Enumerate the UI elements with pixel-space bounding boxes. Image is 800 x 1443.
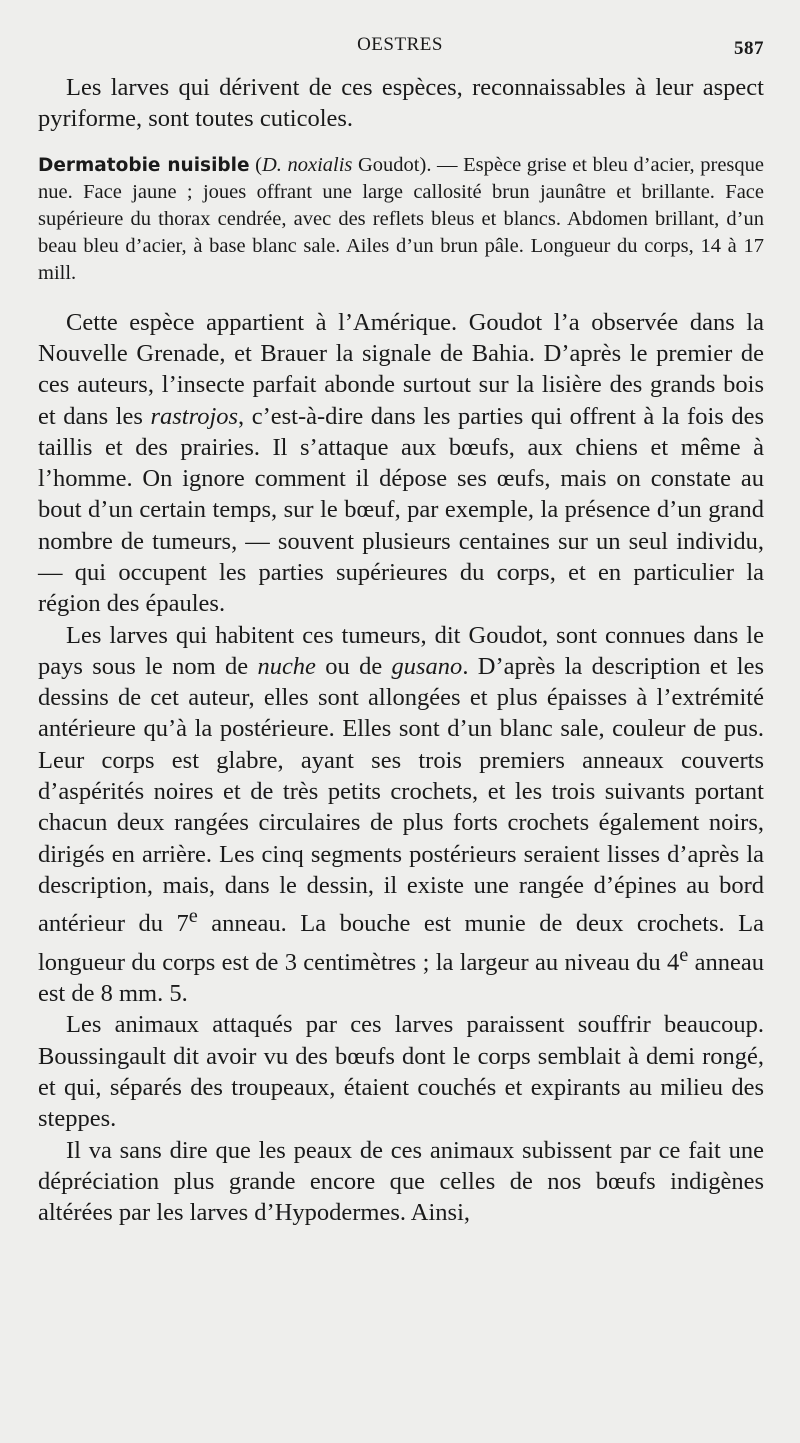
spacer (38, 288, 764, 307)
paragraph-larvae-part1: Les larves qui habitent ces tumeurs, dit Goudot, sont connues dans le pays sous le nom de (38, 621, 764, 680)
running-title: OESTRES (357, 34, 443, 55)
paragraph-larvae-part2: . D’après la description et les dessins de cet auteur, elles sont allongées et plus épaisses à l’extrémité antérieure qu’à la postérieure. Elles sont d’un blanc sale, couleur de pus. Leur corps est glabre, ayant ses trois premiers anneaux couverts d’aspérités noires et de très petits crochets, et les trois suivants portant chacun deux rangées circulaires de plus forts crochets également noirs, dirigés en arrière. Les cinq segments postérieurs seraient lisses d’après la description, mais, dans le dessin, il existe une rangée d’épines au bord antérieur du 7 (38, 652, 765, 938)
paragraph-distribution-part1: Cette espèce appartient à l’Amérique. Goudot l’a observée dans la Nouvelle Grenade, et Brauer la signale de Bahia. D’après le premier de ces auteurs, l’insecte parfait abonde surtout sur la lisière des grands bois et dans les (38, 308, 764, 430)
species-latin-name: D. noxialis (261, 153, 353, 176)
paragraph-larvae-part3: anneau. La bouche est munie de deux crochets. La longueur du corps est de 3 centimètres ; la largeur au niveau du 4 (38, 910, 764, 976)
superscript-e: e (679, 943, 689, 966)
body-text (38, 72, 764, 1229)
paragraph-larvae-part4: anneau est de 8 mm. 5. (38, 948, 764, 1008)
running-head (0, 34, 800, 58)
paragraph-larvae-mid: ou de (315, 652, 392, 680)
page-number: 587 (734, 38, 764, 59)
paragraph-intro: Les larves qui dérivent de ces espèces, reconnaissables à leur aspect pyriforme, sont toutes cuticoles. (38, 74, 764, 133)
term-gusano: gusano (391, 652, 463, 680)
term-rastrojos: rastrojos (150, 402, 239, 430)
term-nuche: nuche (257, 652, 316, 680)
species-description (38, 152, 764, 288)
paragraph-larvae (38, 620, 764, 1010)
paragraph-distribution (38, 307, 764, 620)
paragraph-suffering: Les animaux attaqués par ces larves paraissent souffrir beaucoup. Boussingault dit avoir vu des bœufs dont le corps semblait à demi rongé, et qui, séparés des troupeaux, étaient couchés et expirants au milieu des steppes. (38, 1011, 764, 1133)
paragraph-distribution-part2: , c’est-à-dire dans les parties qui offrent à la fois des taillis et des prairies. Il s’attaque aux bœufs, aux chiens et même à l’homme. On ignore comment il dépose ses œufs, mais on constate au bout d’un certain temps, sur le bœuf, par exemple, la présence d’un grand nombre de tumeurs, — souvent plusieurs centaines sur un seul individu, — qui occupent les parties supérieures du corps, et en particulier la région des épaules. (38, 402, 764, 618)
species-name: Dermatobie nuisible (38, 154, 250, 176)
superscript-e: e (188, 905, 198, 928)
species-open-paren: ( (249, 153, 262, 176)
species-description-text: Goudot). — Espèce grise et bleu d’acier, presque nue. Face jaune ; joues offrant une large callosité brun jaunâtre et brillante. Face supérieure du thorax cendrée, avec des reflets bleus et blancs. Abdomen brillant, d’un beau bleu d’acier, à base blanc sale. Ailes d’un brun pâle. Longueur du corps, 14 à 17 mill. (38, 153, 764, 285)
paragraph-hides: Il va sans dire que les peaux de ces animaux subissent par ce fait une dépréciation plus grande encore que celles de nos bœufs indigènes altérées par les larves d’Hypodermes. Ainsi, (38, 1136, 764, 1227)
spacer (38, 135, 764, 152)
